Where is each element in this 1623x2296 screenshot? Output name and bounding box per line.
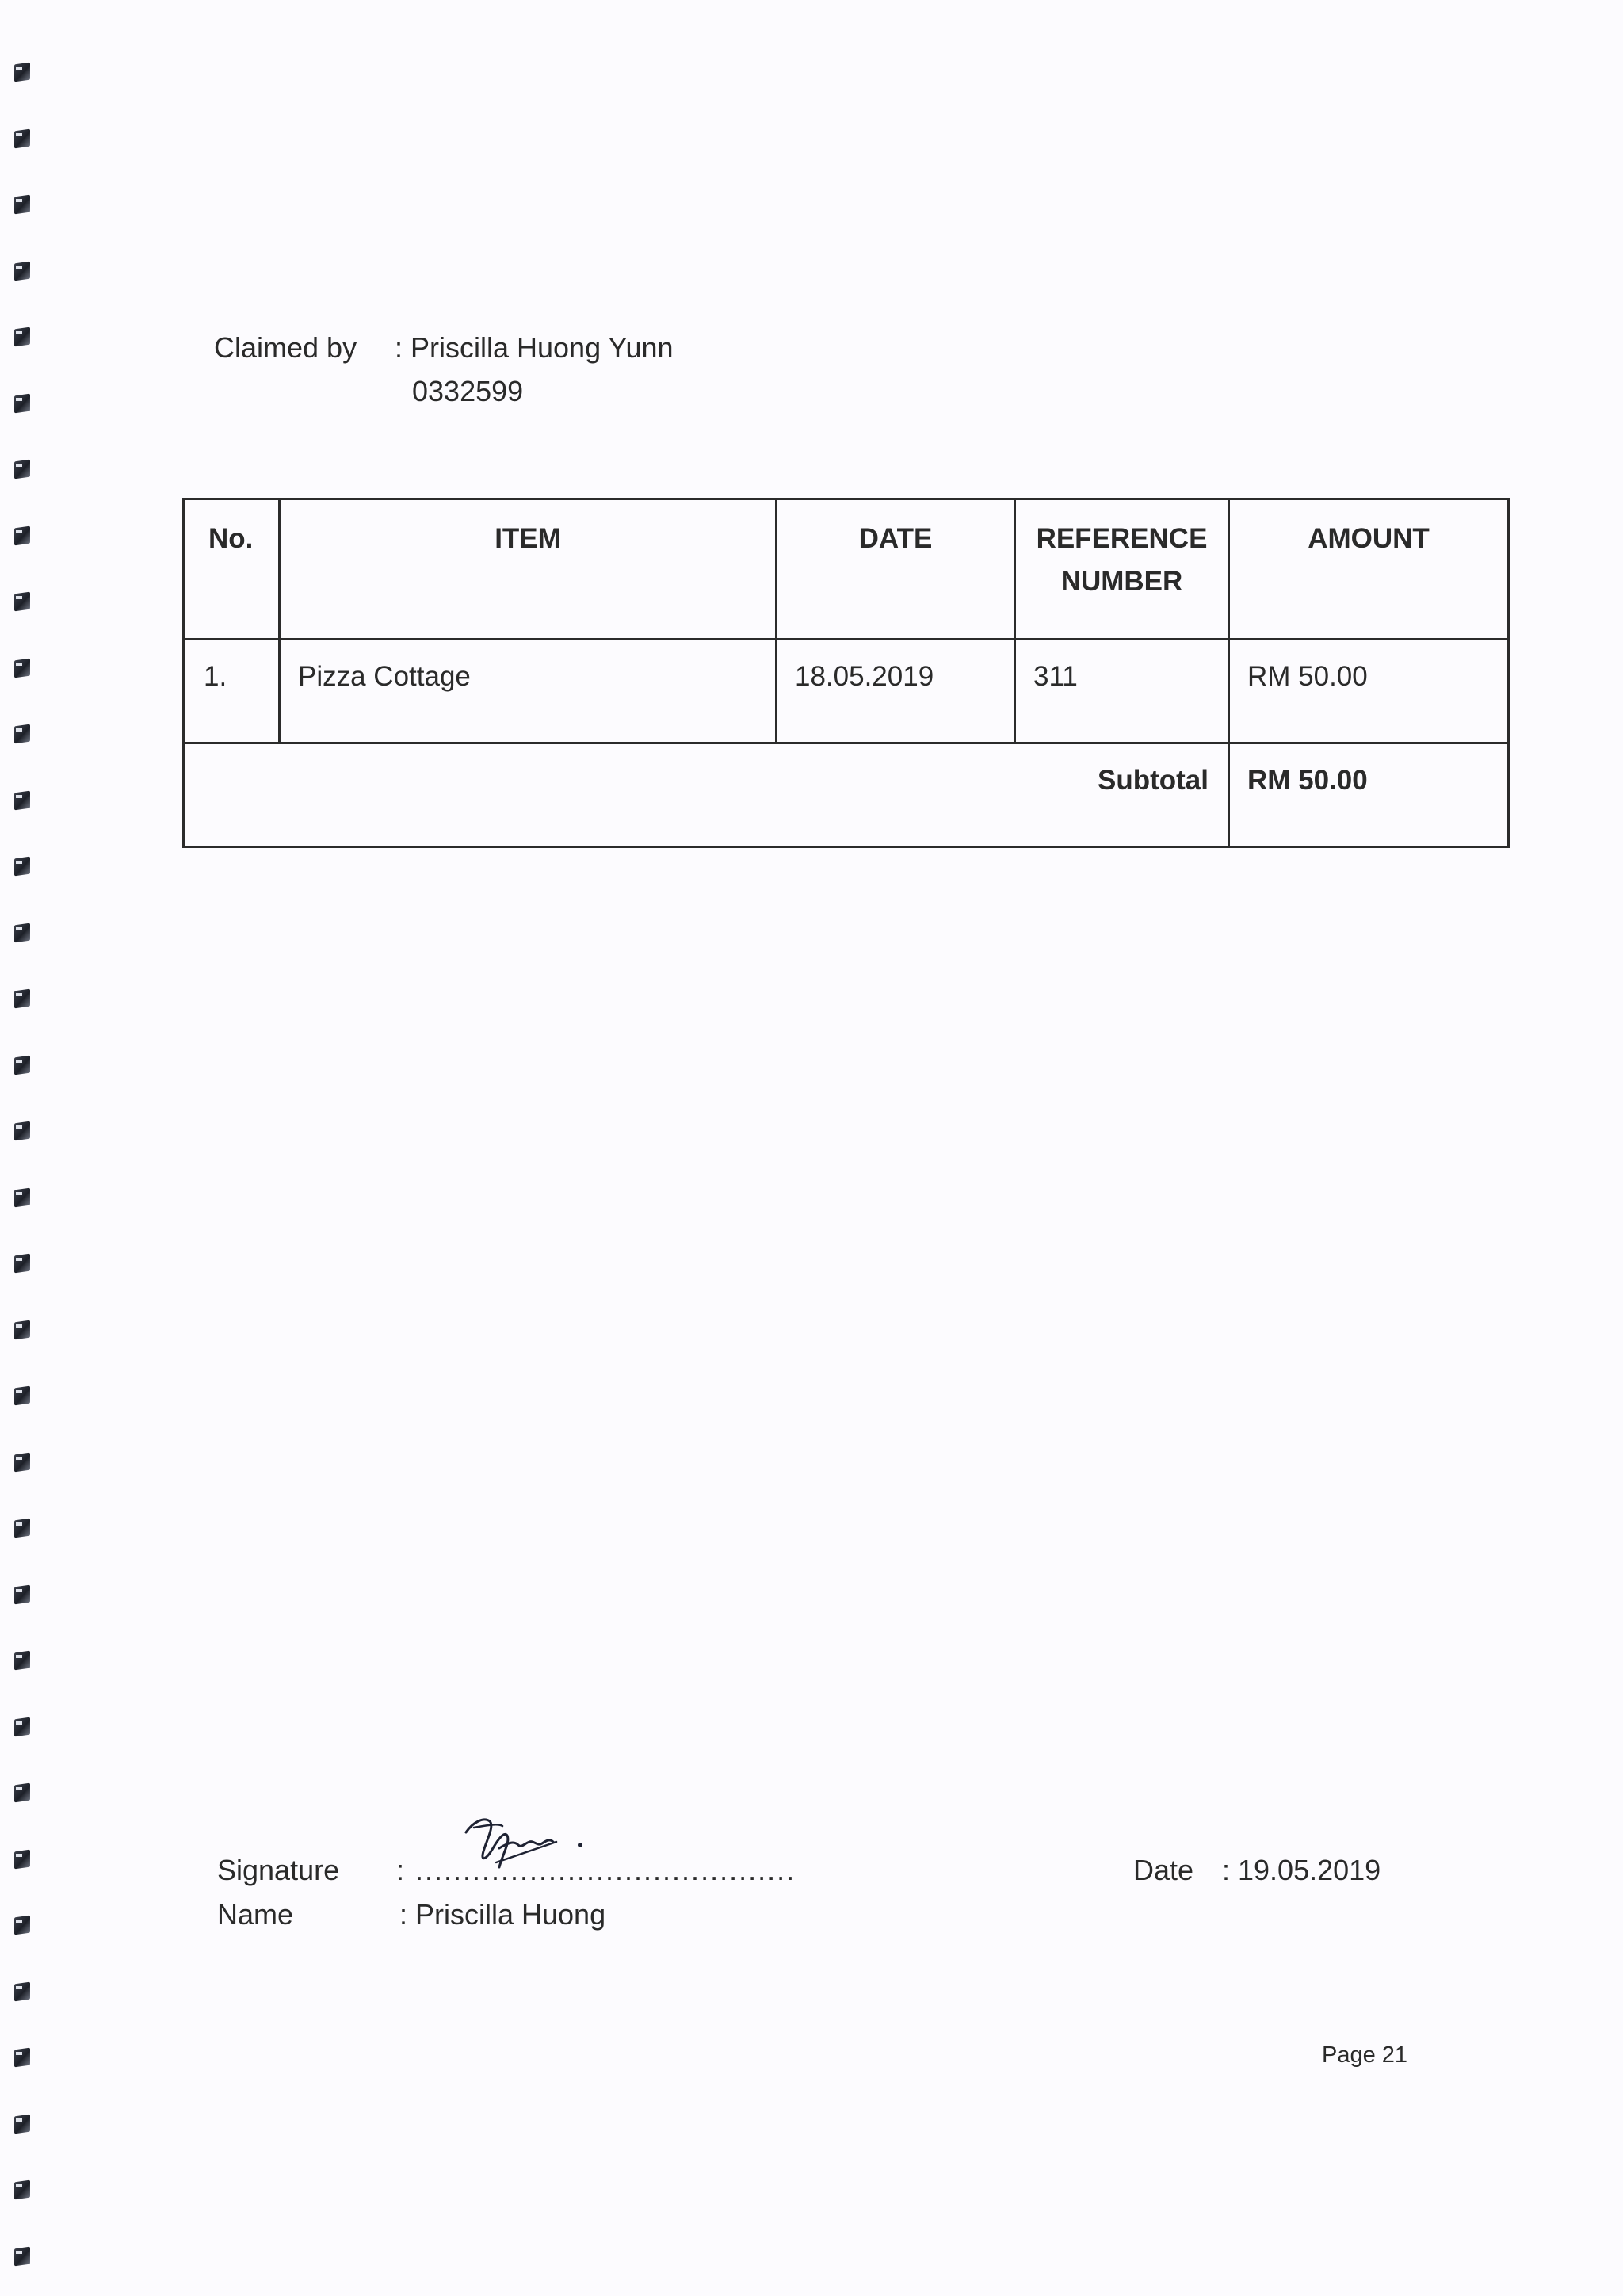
date-label: Date [1133, 1854, 1194, 1886]
name-label: Name [217, 1898, 294, 1931]
header-reference-number: REFERENCE NUMBER [1015, 499, 1229, 640]
binding-hole [13, 1650, 32, 1671]
binding-hole [13, 525, 32, 546]
binding-hole [13, 1782, 32, 1803]
binding-hole [13, 1452, 32, 1473]
binding-hole [13, 2246, 32, 2267]
header-item: ITEM [280, 499, 777, 640]
binding-hole [13, 261, 32, 281]
header-no: No. [184, 499, 280, 640]
claimant-id: 0332599 [412, 375, 524, 407]
binding-hole [13, 2114, 32, 2134]
binding-hole [13, 62, 32, 82]
subtotal-label: Subtotal [184, 743, 1229, 847]
header-amount: AMOUNT [1229, 499, 1509, 640]
header-date: DATE [777, 499, 1015, 640]
page-number: Page 21 [1322, 2042, 1408, 2068]
subtotal-value: RM 50.00 [1229, 743, 1509, 847]
binding-hole [13, 459, 32, 479]
binding-hole [13, 393, 32, 414]
date-value: : 19.05.2019 [1222, 1854, 1381, 1886]
subtotal-row [184, 743, 1509, 847]
binding-hole [13, 128, 32, 149]
binding-hole [13, 923, 32, 943]
table-header-row [184, 499, 1509, 640]
binding-hole [13, 2179, 32, 2200]
signature-label: Signature [217, 1854, 340, 1886]
binding-hole [13, 1518, 32, 1538]
binding-hole [13, 1915, 32, 1935]
binding-hole [13, 1584, 32, 1605]
binding-hole [13, 1320, 32, 1340]
binding-hole [13, 1121, 32, 1141]
claimant-name: : Priscilla Huong Yunn [395, 331, 674, 364]
binding-hole [13, 1253, 32, 1274]
signature-line: : ........................................ [396, 1854, 796, 1886]
binding-hole [13, 2047, 32, 2068]
binding-hole [13, 194, 32, 215]
claim-table [182, 498, 1510, 848]
table-row [184, 640, 1509, 743]
binding-hole [13, 1187, 32, 1208]
cell-amount: RM 50.00 [1229, 640, 1509, 743]
binding-hole [13, 1717, 32, 1737]
cell-reference: 311 [1015, 640, 1229, 743]
cell-date: 18.05.2019 [777, 640, 1015, 743]
cell-item: Pizza Cottage [280, 640, 777, 743]
binding-hole [13, 1849, 32, 1870]
binding-hole [13, 724, 32, 744]
claimed-by-label: Claimed by [214, 331, 357, 364]
binding-hole [13, 790, 32, 811]
spiral-binding [13, 62, 44, 2265]
binding-hole [13, 1385, 32, 1406]
name-value: : Priscilla Huong [399, 1898, 606, 1931]
binding-hole [13, 856, 32, 877]
binding-hole [13, 658, 32, 678]
cell-no: 1. [184, 640, 280, 743]
binding-hole [13, 591, 32, 612]
binding-hole [13, 327, 32, 347]
binding-hole [13, 1055, 32, 1075]
binding-hole [13, 1981, 32, 2002]
binding-hole [13, 988, 32, 1009]
